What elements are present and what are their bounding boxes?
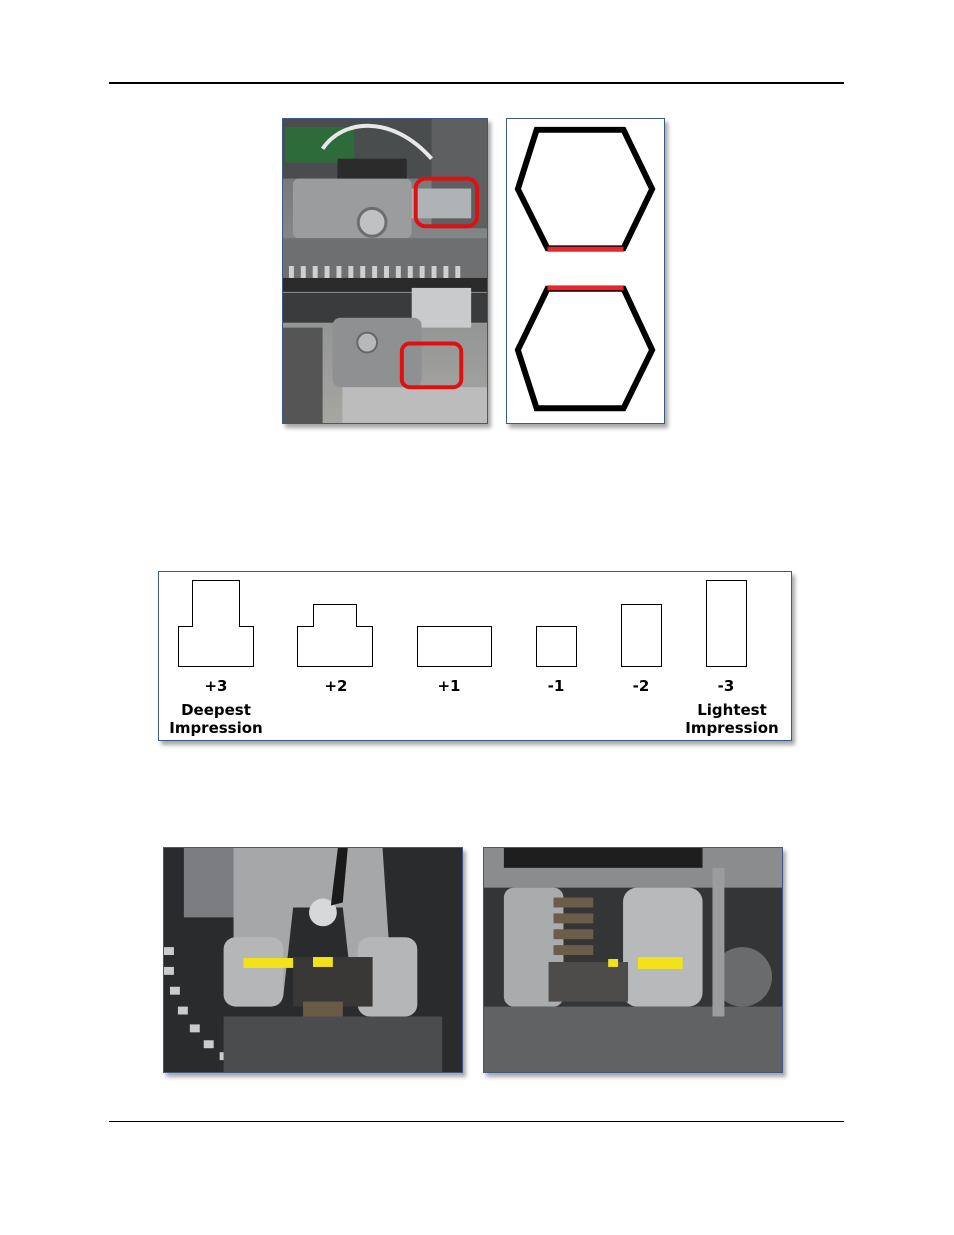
shape-minus-2: [621, 604, 662, 667]
label-minus-1: -1: [547, 677, 565, 695]
hexagon-diagram: [506, 118, 665, 424]
impression-chart: [158, 571, 792, 741]
shape-minus-1: [536, 626, 577, 667]
label-minus-3: -3: [717, 677, 735, 695]
adjustment-block-photo-left: [163, 847, 463, 1073]
caption-deepest: Deepest Impression: [169, 701, 263, 737]
shape-plus-2-base: [297, 626, 373, 667]
header-rule: [109, 82, 844, 84]
shape-plus-3-base: [178, 626, 254, 667]
printer-mechanism-photo: [282, 118, 488, 424]
shape-plus-3-top: [192, 580, 240, 627]
label-plus-1: +1: [437, 677, 461, 695]
adjustment-block-photo-right: [483, 847, 783, 1073]
shape-plus-1: [417, 626, 492, 667]
label-plus-3: +3: [204, 677, 228, 695]
caption-lightest: Lightest Impression: [685, 701, 779, 737]
label-minus-2: -2: [632, 677, 650, 695]
footer-rule: [109, 1121, 844, 1122]
shape-minus-3: [706, 580, 747, 667]
label-plus-2: +2: [324, 677, 348, 695]
shape-plus-2-top: [313, 604, 357, 627]
